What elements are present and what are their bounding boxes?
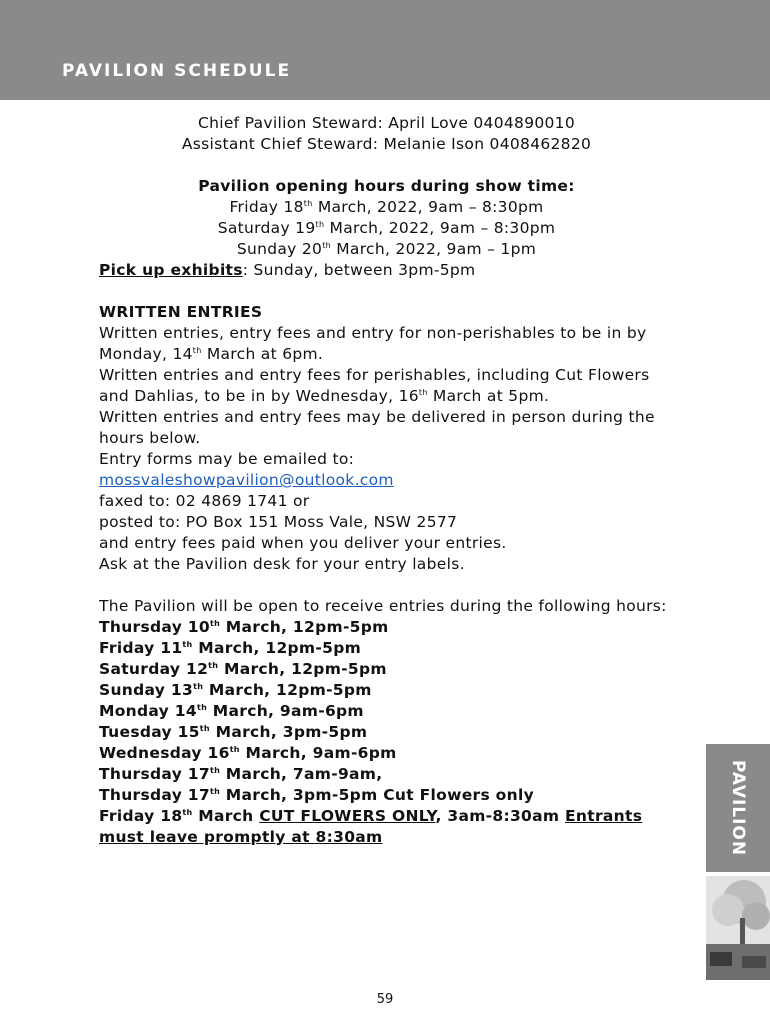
- post-line: posted to: PO Box 151 Moss Vale, NSW 2577: [99, 513, 458, 531]
- written-p3: Written entries and entry fees may be delivered in person during the hours below.: [99, 408, 655, 447]
- opening-friday: Friday 18th March, 2022, 9am – 8:30pm: [229, 198, 544, 216]
- receive-intro: The Pavilion will be open to receive entries during the following hours:: [99, 597, 667, 615]
- receive-hours-item: Saturday 12th March, 12pm-5pm: [99, 660, 387, 678]
- pickup-line: Pick up exhibits: Sunday, between 3pm-5pm: [99, 261, 476, 279]
- receive-hours-item: Wednesday 16th March, 9am-6pm: [99, 744, 397, 762]
- written-p1: Written entries, entry fees and entry for non-perishables to be in by Monday, 14th March at 6pm.: [99, 324, 647, 363]
- labels-line: Ask at the Pavilion desk for your entry labels.: [99, 555, 465, 573]
- page-title: PAVILION SCHEDULE: [62, 61, 292, 81]
- written-entries-heading: WRITTEN ENTRIES: [99, 303, 263, 321]
- tree-photo-icon: [706, 876, 770, 980]
- pickup-label: Pick up exhibits: [99, 261, 243, 279]
- receive-hours-item: Thursday 17th March, 3pm-5pm Cut Flowers only: [99, 786, 534, 804]
- receive-hours-item: Thursday 10th March, 12pm-5pm: [99, 618, 389, 636]
- receive-hours-item: Thursday 17th March, 7am-9am,: [99, 765, 383, 783]
- opening-saturday: Saturday 19th March, 2022, 9am – 8:30pm: [217, 219, 556, 237]
- chief-steward: Chief Pavilion Steward: April Love 0404890010: [197, 114, 575, 132]
- receive-hours-item: Sunday 13th March, 12pm-5pm: [99, 681, 372, 699]
- fax-line: faxed to: 02 4869 1741 or: [99, 492, 310, 510]
- receive-hours-item: Tuesday 15th March, 3pm-5pm: [99, 723, 368, 741]
- fees-line: and entry fees paid when you deliver your entries.: [99, 534, 507, 552]
- schedule-content: [99, 113, 674, 848]
- written-p2: Written entries and entry fees for perishables, including Cut Flowers and Dahlias, to be in by Wednesday, 16th March at 5pm.: [99, 366, 650, 405]
- opening-sunday: Sunday 20th March, 2022, 9am – 1pm: [236, 240, 537, 258]
- opening-hours-heading: Pavilion opening hours during show time:: [198, 177, 575, 195]
- written-p4: Entry forms may be emailed to:: [99, 450, 355, 468]
- receive-last-line: Friday 18th March CUT FLOWERS ONLY, 3am-8:30am Entrants must leave promptly at 8:30am: [99, 807, 643, 846]
- assistant-steward: Assistant Chief Steward: Melanie Ison 0408462820: [181, 135, 592, 153]
- side-tab-label: PAVILION: [728, 759, 748, 857]
- receive-hours-item: Monday 14th March, 9am-6pm: [99, 702, 364, 720]
- receive-hours-list: [99, 617, 674, 806]
- page-number: 59: [376, 992, 394, 1007]
- receive-hours-item: Friday 11th March, 12pm-5pm: [99, 639, 362, 657]
- header-band: [0, 0, 770, 100]
- email-link[interactable]: mossvaleshowpavilion@outlook.com: [99, 471, 394, 489]
- side-tab: [706, 744, 770, 872]
